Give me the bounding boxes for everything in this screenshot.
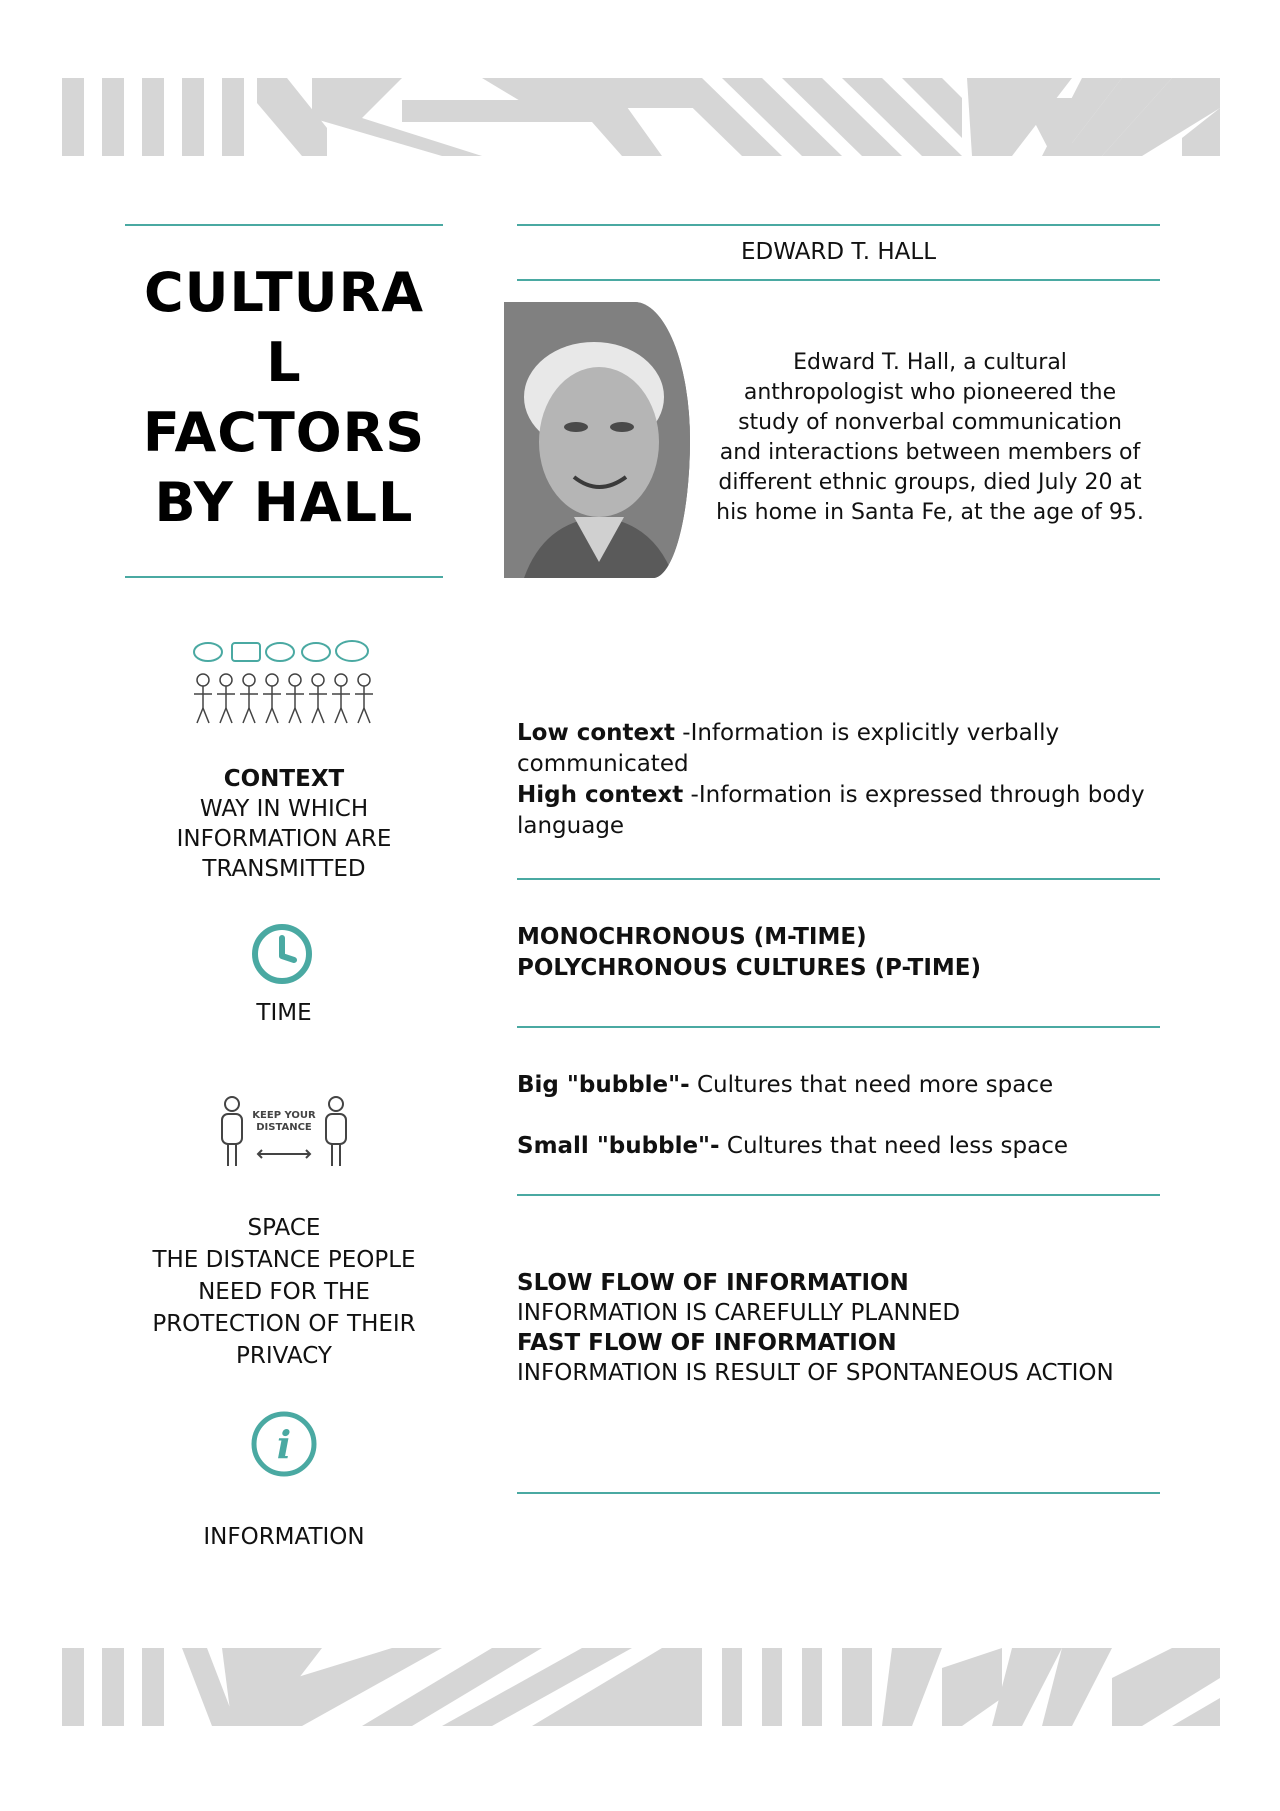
space-bottom-rule <box>517 1194 1160 1196</box>
small-bubble-text: Cultures that need less space <box>719 1133 1069 1159</box>
context-description <box>517 718 1160 842</box>
space-title-line: THE DISTANCE PEOPLE <box>152 1247 416 1273</box>
profile-name: EDWARD T. HALL <box>740 239 937 265</box>
space-title-line: PROTECTION OF THEIR <box>152 1311 416 1337</box>
big-bubble-label: Big "bubble"- <box>517 1072 690 1098</box>
page-title <box>125 258 443 538</box>
name-top-rule <box>517 224 1160 226</box>
small-bubble-line <box>517 1131 1160 1162</box>
context-desc-line: TRANSMITTED <box>202 856 366 882</box>
low-context-text: -Information is explicitly verbally communicated <box>517 720 1060 777</box>
information-label: INFORMATION <box>203 1524 365 1550</box>
distance-icon-text-1: KEEP YOUR <box>252 1110 316 1121</box>
title-line: L <box>266 331 302 394</box>
slow-flow-text: INFORMATION IS CAREFULLY PLANNED <box>517 1300 961 1326</box>
space-title-line: PRIVACY <box>236 1343 332 1369</box>
bottom-decorative-band <box>62 1648 1220 1726</box>
space-description <box>517 1070 1160 1162</box>
top-decorative-band <box>62 78 1220 156</box>
context-desc-line: WAY IN WHICH <box>199 796 369 822</box>
big-bubble-line <box>517 1070 1160 1101</box>
big-bubble-text: Cultures that need more space <box>689 1072 1054 1098</box>
context-bottom-rule <box>517 878 1160 880</box>
context-desc-line: INFORMATION ARE <box>176 826 392 852</box>
title-top-rule <box>125 224 443 226</box>
portrait-photo <box>504 302 690 578</box>
fast-flow-text: INFORMATION IS RESULT OF SPONTANEOUS ACTION <box>517 1360 1114 1386</box>
space-label <box>125 1212 443 1372</box>
distance-icon-text-2: DISTANCE <box>256 1122 312 1133</box>
fast-flow-label: FAST FLOW OF INFORMATION <box>517 1330 897 1356</box>
time-polychronous: POLYCHRONOUS CULTURES (P-TIME) <box>517 955 982 981</box>
time-monochronous: MONOCHRONOUS (M-TIME) <box>517 924 867 950</box>
speech-bubbles-people-icon <box>188 638 378 728</box>
slow-flow-label: SLOW FLOW OF INFORMATION <box>517 1270 909 1296</box>
name-bottom-rule <box>517 279 1160 281</box>
title-bottom-rule <box>125 576 443 578</box>
low-context-line <box>517 718 1160 780</box>
time-description <box>517 922 1160 984</box>
high-context-text: -Information is expressed through body language <box>517 782 1145 839</box>
profile-bio: Edward T. Hall, a cultural anthropologist who pioneered the study of nonverbal communication and interactions between members of different ethnic groups, died July 20 at his home in Santa Fe, at the age of 95. <box>716 350 1144 525</box>
keep-your-distance-icon <box>214 1094 354 1170</box>
title-line: BY HALL <box>154 471 414 534</box>
high-context-label: High context <box>517 782 684 808</box>
information-bottom-rule <box>517 1492 1160 1494</box>
space-title-line: SPACE <box>247 1215 321 1241</box>
space-title-line: NEED FOR THE <box>198 1279 370 1305</box>
information-description <box>517 1268 1160 1388</box>
svg-text:i: i <box>276 1422 292 1467</box>
high-context-line <box>517 780 1160 842</box>
clock-icon <box>250 922 314 986</box>
context-title: CONTEXT <box>223 766 345 792</box>
info-icon <box>250 1410 318 1478</box>
time-label: TIME <box>256 1000 312 1026</box>
low-context-label: Low context <box>517 720 675 746</box>
title-line: CULTURA <box>143 261 424 324</box>
small-bubble-label: Small "bubble"- <box>517 1133 720 1159</box>
time-bottom-rule <box>517 1026 1160 1028</box>
title-line: FACTORS <box>142 401 426 464</box>
context-label <box>125 764 443 884</box>
